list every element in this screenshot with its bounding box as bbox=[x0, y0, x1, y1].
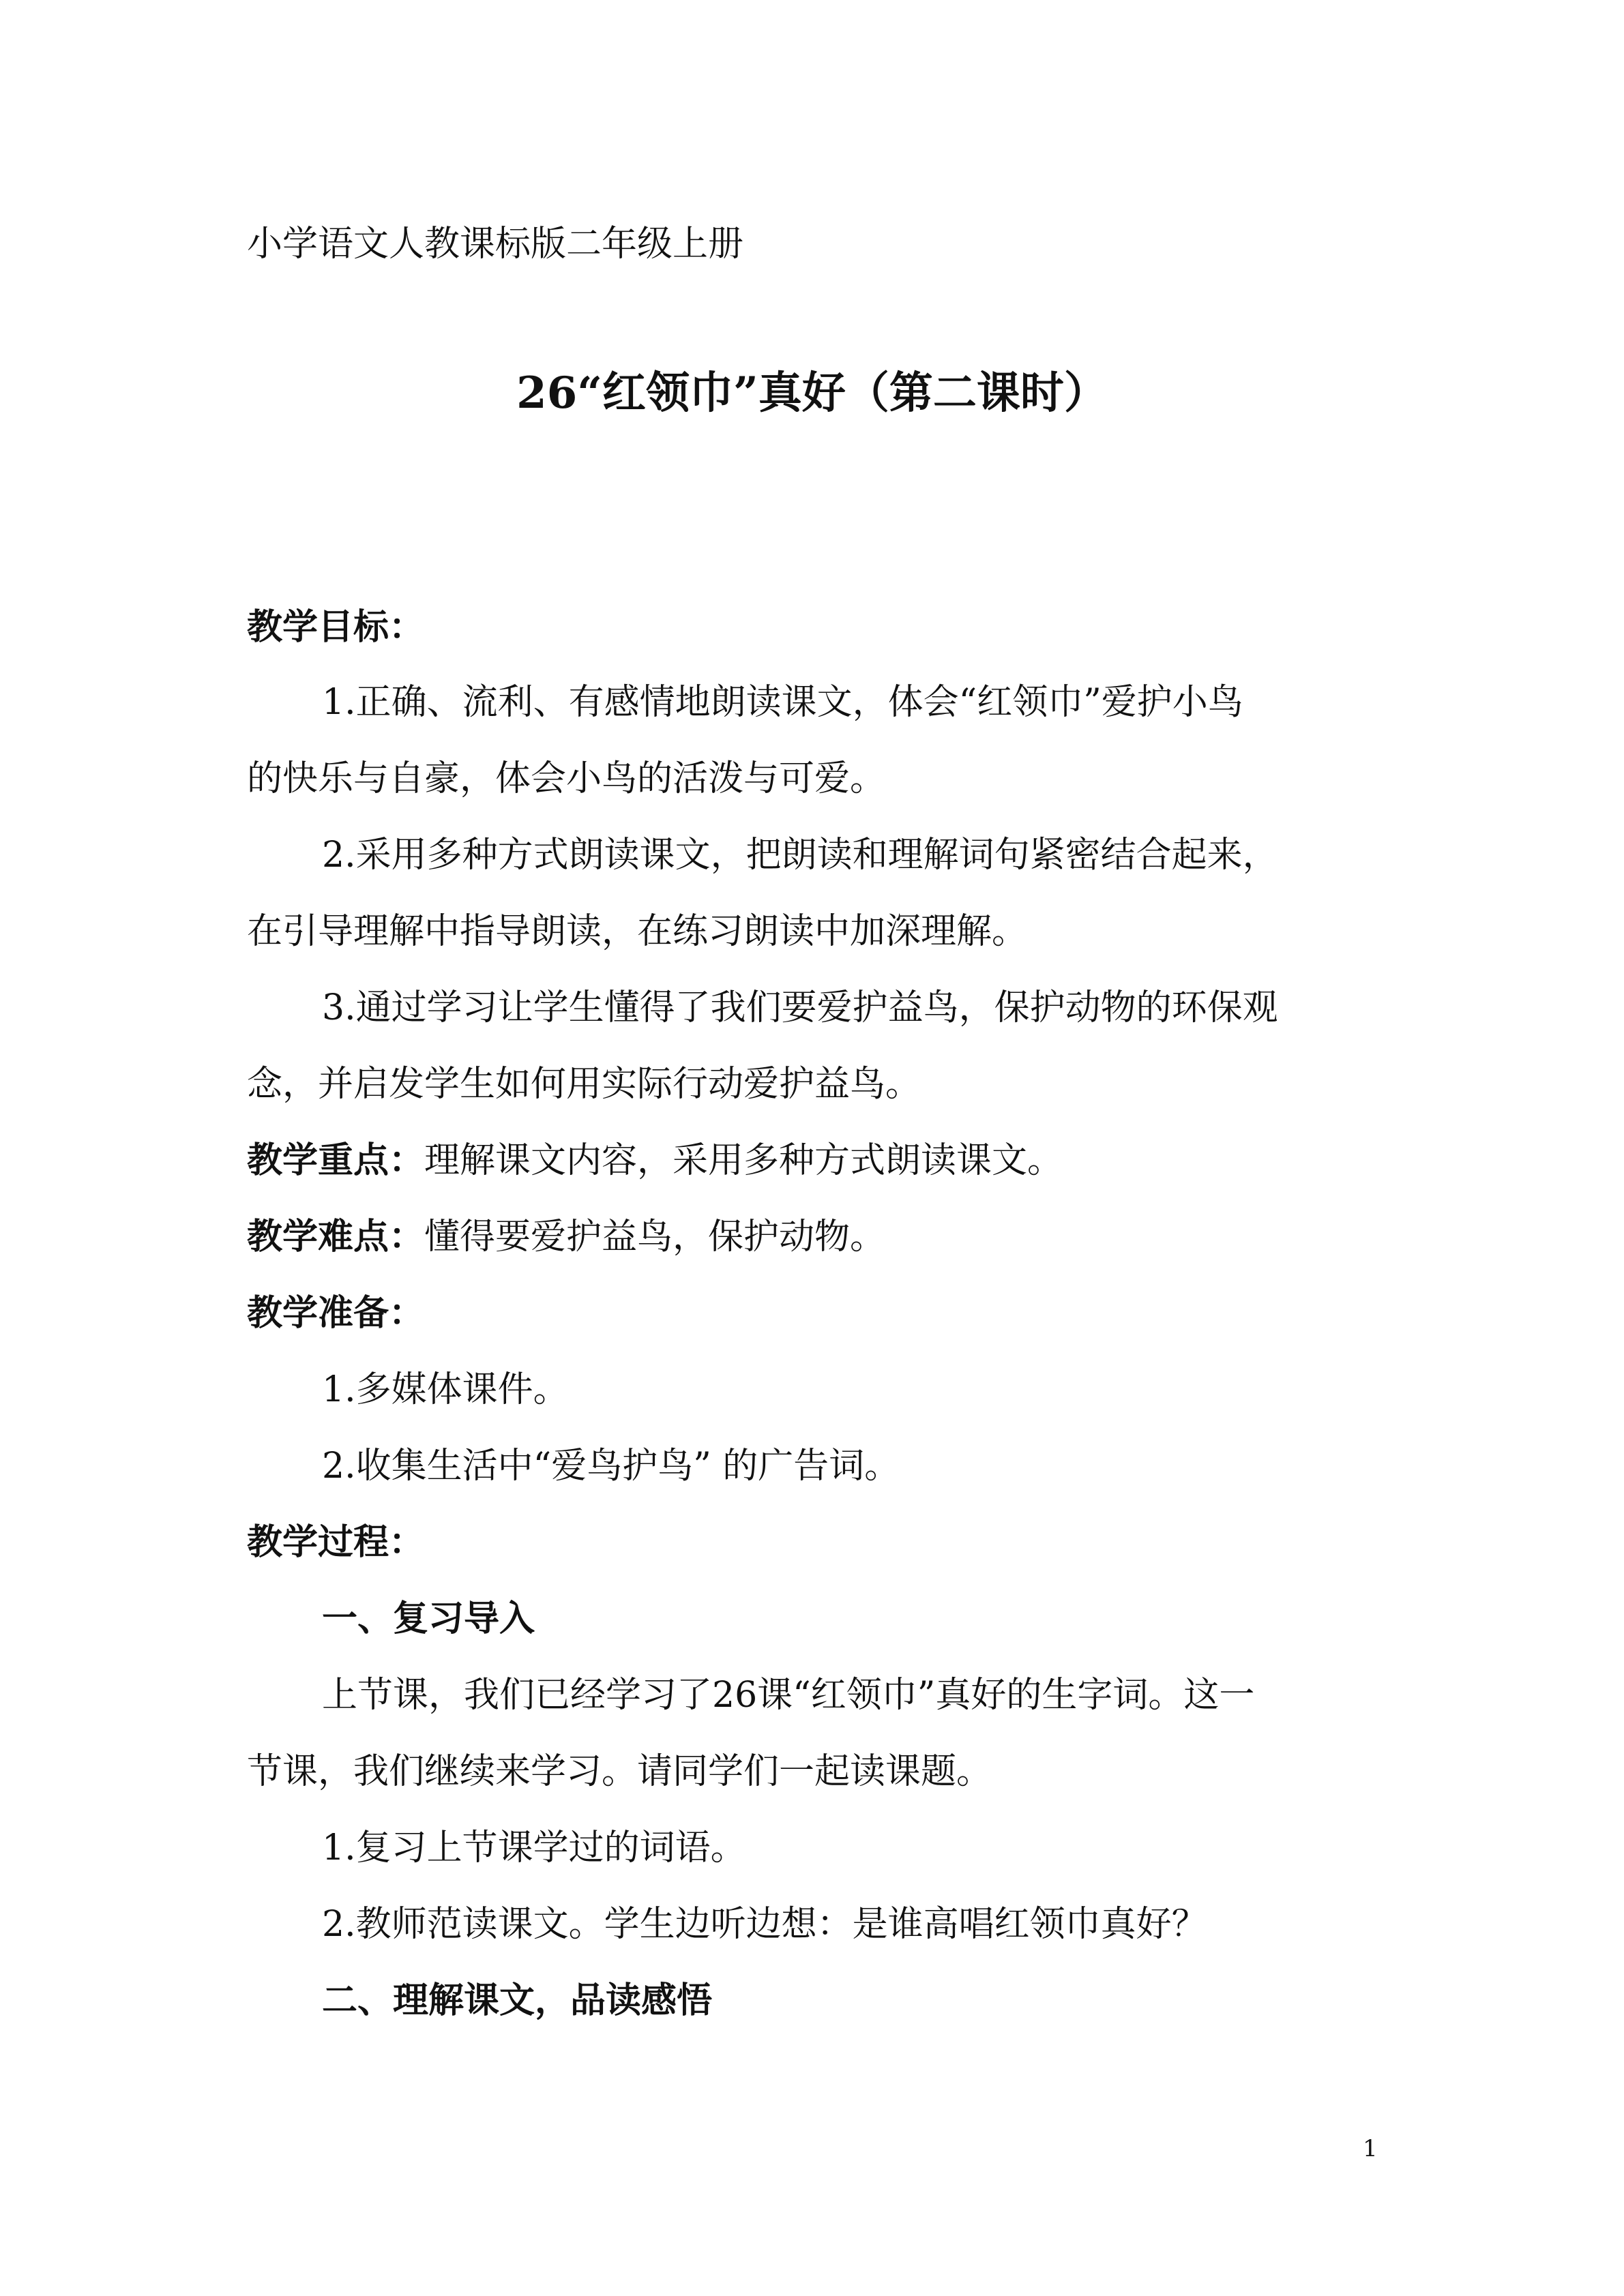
objective-1-line-1: 1.正确、流利、有感情地朗读课文，体会“红领巾”爱护小鸟 bbox=[322, 682, 1243, 723]
page-number: 1 bbox=[1363, 2135, 1378, 2162]
section-2-heading: 二、理解课文，品读感悟 bbox=[322, 1980, 713, 2021]
process-step-2: 2.教师范读课文。学生边听边想：是谁高唱红领巾真好？ bbox=[322, 1904, 1207, 1945]
objective-2-line-2: 在引导理解中指导朗读，在练习朗读中加深理解。 bbox=[247, 911, 1028, 952]
objective-3-line-1: 3.通过学习让学生懂得了我们要爱护益鸟，保护动物的环保观 bbox=[322, 987, 1278, 1028]
objective-2-line-1: 2.采用多种方式朗读课文，把朗读和理解词句紧密结合起来， bbox=[322, 835, 1278, 876]
preparation-item-1: 1.多媒体课件。 bbox=[322, 1369, 569, 1410]
objective-3-line-2: 念，并启发学生如何用实际行动爱护益鸟。 bbox=[247, 1064, 921, 1105]
key-points-text: 理解课文内容，采用多种方式朗读课文。 bbox=[424, 1140, 1063, 1181]
intro-line-2: 节课，我们继续来学习。请同学们一起读课题。 bbox=[247, 1751, 992, 1792]
objectives-heading: 教学目标： bbox=[247, 606, 425, 648]
key-points-row bbox=[247, 1139, 1063, 1181]
intro-line-1: 上节课，我们已经学习了26课“红领巾”真好的生字词。这一 bbox=[322, 1675, 1255, 1716]
document-title: 26“红领巾”真好（第二课时） bbox=[516, 368, 1108, 419]
preparation-heading: 教学准备： bbox=[247, 1292, 425, 1334]
difficulties-row bbox=[247, 1216, 886, 1257]
section-1-heading: 一、复习导入 bbox=[322, 1598, 535, 1639]
key-points-label: 教学重点： bbox=[247, 1139, 425, 1181]
process-heading: 教学过程： bbox=[247, 1521, 425, 1563]
process-step-1: 1.复习上节课学过的词语。 bbox=[322, 1828, 746, 1868]
difficulties-label: 教学难点： bbox=[247, 1216, 425, 1257]
objective-1-line-2: 的快乐与自豪，体会小鸟的活泼与可爱。 bbox=[247, 758, 886, 799]
preparation-item-2: 2.收集生活中“爱鸟护鸟” 的广告词。 bbox=[322, 1446, 900, 1487]
difficulties-text: 懂得要爱护益鸟，保护动物。 bbox=[424, 1217, 886, 1257]
document-subtitle: 小学语文人教课标版二年级上册 bbox=[247, 224, 744, 265]
